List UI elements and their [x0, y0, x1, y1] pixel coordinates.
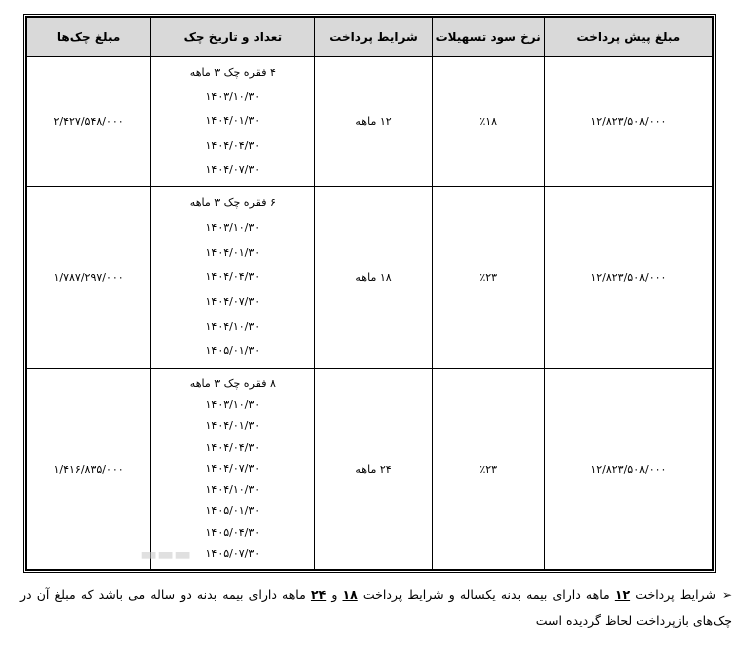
- check-date: ۱۴۰۳/۱۰/۳۰: [205, 90, 261, 104]
- installment-table-frame: [23, 14, 716, 573]
- checks-cell: [151, 369, 315, 570]
- table-header-row: [27, 18, 713, 57]
- table-row: [27, 187, 713, 369]
- checks-cell: [151, 187, 315, 369]
- check-date: ۱۴۰۴/۰۴/۳۰: [205, 270, 261, 284]
- table-row: [27, 369, 713, 570]
- check-amount-cell: ۲/۴۲۷/۵۴۸/۰۰۰: [27, 57, 151, 187]
- note-text-2: ماهه دارای بیمه بدنه یکساله و شرایط پرداخت: [357, 587, 615, 602]
- check-date: ۱۴۰۴/۰۱/۳۰: [205, 419, 261, 433]
- check-date: ۱۴۰۵/۰۷/۳۰: [205, 547, 261, 561]
- check-date: ۱۴۰۴/۰۱/۳۰: [205, 114, 261, 128]
- check-date: ۱۴۰۴/۰۷/۳۰: [205, 295, 261, 309]
- header-prepayment: مبلغ پیش پرداخت: [544, 18, 712, 57]
- header-interest-rate: نرخ سود تسهیلات: [432, 18, 544, 57]
- checks-title: ۸ فقره چک ۳ ماهه: [189, 376, 276, 390]
- checks-cell: [151, 57, 315, 187]
- prepayment-cell: ۱۲/۸۲۳/۵۰۸/۰۰۰: [544, 187, 712, 369]
- check-date: ۱۴۰۴/۰۴/۳۰: [205, 440, 261, 454]
- note-text-1: شرایط پرداخت: [630, 587, 716, 602]
- watermark-logo: ▬▬▬: [140, 544, 192, 565]
- checks-title: ۶ فقره چک ۳ ماهه: [189, 196, 276, 210]
- term-cell: ۲۴ ماهه: [315, 369, 432, 570]
- check-date: ۱۴۰۴/۰۴/۳۰: [205, 138, 261, 152]
- check-date: ۱۴۰۴/۰۱/۳۰: [205, 245, 261, 259]
- header-checks-count-date: تعداد و تاریخ چک: [151, 18, 315, 57]
- check-date: ۱۴۰۴/۱۰/۳۰: [205, 319, 261, 333]
- arrow-bullet-icon: ➢: [721, 588, 732, 602]
- rate-cell: ٪۱۸: [432, 57, 544, 187]
- note-term-12: ۱۲: [614, 587, 631, 602]
- check-date: ۱۴۰۴/۱۰/۳۰: [205, 483, 261, 497]
- rate-cell: ٪۲۳: [432, 187, 544, 369]
- term-cell: ۱۲ ماهه: [315, 57, 432, 187]
- check-date: ۱۴۰۵/۰۴/۳۰: [205, 525, 261, 539]
- header-check-amount: مبلغ چک‌ها: [27, 18, 151, 57]
- check-date: ۱۴۰۵/۰۱/۳۰: [205, 344, 261, 358]
- prepayment-cell: ۱۲/۸۲۳/۵۰۸/۰۰۰: [544, 57, 712, 187]
- table-row: [27, 57, 713, 187]
- check-amount-cell: ۱/۷۸۷/۲۹۷/۰۰۰: [27, 187, 151, 369]
- check-date: ۱۴۰۳/۱۰/۳۰: [205, 397, 261, 411]
- term-cell: ۱۸ ماهه: [315, 187, 432, 369]
- check-date: ۱۴۰۴/۰۷/۳۰: [205, 461, 261, 475]
- note-term-18: ۱۸: [342, 587, 358, 602]
- check-date: ۱۴۰۴/۰۷/۳۰: [205, 162, 261, 176]
- footnote: [20, 582, 732, 634]
- checks-title: ۴ فقره چک ۳ ماهه: [189, 65, 276, 79]
- rate-cell: ٪۲۳: [432, 369, 544, 570]
- note-text-4: ماهه دارای بیمه بدنه دو ساله می باشد که مبلغ آن در چک‌های بازپرداخت لحاظ گردیده است: [20, 587, 732, 628]
- prepayment-cell: ۱۲/۸۲۳/۵۰۸/۰۰۰: [544, 369, 712, 570]
- check-amount-cell: ۱/۴۱۶/۸۳۵/۰۰۰: [27, 369, 151, 570]
- note-term-24: ۲۴: [310, 587, 327, 602]
- check-date: ۱۴۰۳/۱۰/۳۰: [205, 220, 261, 234]
- note-text-3: و: [326, 587, 343, 602]
- installment-table: [26, 17, 713, 570]
- check-date: ۱۴۰۵/۰۱/۳۰: [205, 504, 261, 518]
- header-payment-terms: شرایط پرداخت: [315, 18, 432, 57]
